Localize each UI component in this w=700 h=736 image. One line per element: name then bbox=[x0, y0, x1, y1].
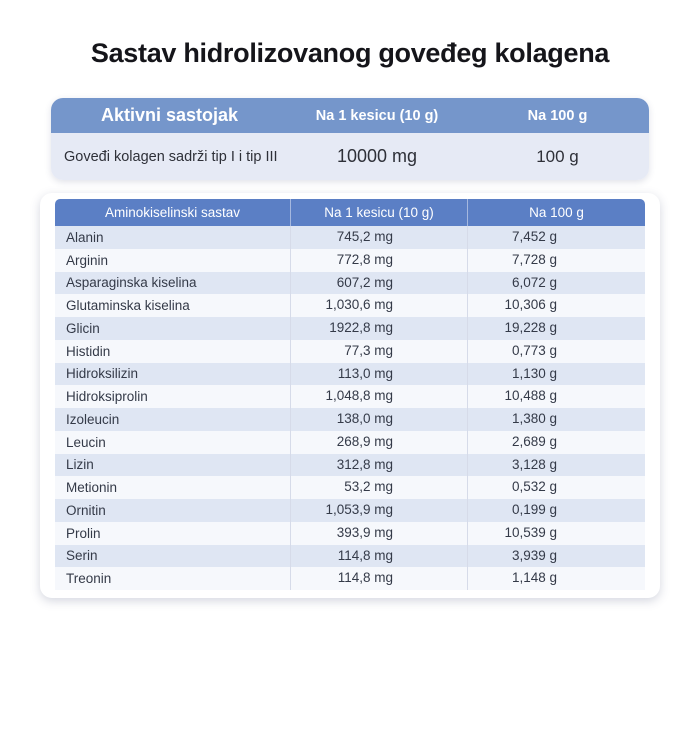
table-row bbox=[55, 272, 645, 295]
amino-per-100g-cell: 19,228 g bbox=[467, 317, 645, 340]
amino-name-cell: Arginin bbox=[66, 252, 109, 268]
amino-name-cell: Asparaginska kiselina bbox=[66, 275, 197, 291]
table-row bbox=[55, 226, 645, 249]
active-header-per-sachet: Na 1 kesicu (10 g) bbox=[315, 107, 439, 124]
amino-per-sachet-cell: 607,2 mg bbox=[290, 272, 467, 295]
amino-per-100g-cell: 7,452 g bbox=[467, 226, 645, 249]
amino-per-sachet-cell: 1,048,8 mg bbox=[290, 385, 467, 408]
amino-per-sachet-cell: 745,2 mg bbox=[290, 226, 467, 249]
amino-header-per-100g: Na 100 g bbox=[467, 199, 645, 226]
amino-per-100g-cell: 0,532 g bbox=[467, 476, 645, 499]
amino-per-sachet-cell: 138,0 mg bbox=[290, 408, 467, 431]
amino-per-100g-cell: 7,728 g bbox=[467, 249, 645, 272]
amino-name-cell: Hidroksiprolin bbox=[66, 389, 148, 405]
amino-per-sachet-cell: 53,2 mg bbox=[290, 476, 467, 499]
amino-per-100g-cell: 3,128 g bbox=[467, 454, 645, 477]
active-header-per-100g: Na 100 g bbox=[527, 107, 588, 124]
amino-per-100g-cell: 3,939 g bbox=[467, 545, 645, 568]
amino-name-cell: Glutaminska kiselina bbox=[66, 298, 190, 314]
active-ingredient-row bbox=[51, 133, 649, 180]
table-row bbox=[55, 454, 645, 477]
active-ingredient-name: Goveđi kolagen sadrži tip I i tip III bbox=[64, 148, 278, 165]
table-row bbox=[55, 476, 645, 499]
amino-name-cell: Serin bbox=[66, 548, 98, 564]
amino-per-100g-cell: 10,306 g bbox=[467, 294, 645, 317]
table-row bbox=[55, 567, 645, 590]
page-title: Sastav hidrolizovanog goveđeg kolagena bbox=[90, 38, 610, 68]
amino-per-sachet-cell: 393,9 mg bbox=[290, 522, 467, 545]
table-row bbox=[55, 431, 645, 454]
table-row bbox=[55, 385, 645, 408]
amino-per-sachet-cell: 114,8 mg bbox=[290, 545, 467, 568]
amino-name-cell: Lizin bbox=[66, 457, 94, 473]
amino-per-sachet-cell: 312,8 mg bbox=[290, 454, 467, 477]
amino-per-100g-cell: 10,539 g bbox=[467, 522, 645, 545]
amino-per-100g-cell: 6,072 g bbox=[467, 272, 645, 295]
table-row bbox=[55, 408, 645, 431]
table-row bbox=[55, 499, 645, 522]
table-row bbox=[55, 522, 645, 545]
amino-per-sachet-cell: 113,0 mg bbox=[290, 363, 467, 386]
amino-header-composition: Aminokiselinski sastav bbox=[104, 205, 241, 220]
infographic-page bbox=[0, 36, 700, 736]
amino-per-100g-cell: 10,488 g bbox=[467, 385, 645, 408]
active-table-header-row bbox=[51, 98, 649, 133]
amino-per-100g-cell: 0,773 g bbox=[467, 340, 645, 363]
table-row bbox=[55, 249, 645, 272]
amino-per-100g-cell: 1,148 g bbox=[467, 567, 645, 590]
amino-name-cell: Ornitin bbox=[66, 502, 106, 518]
amino-name-cell: Glicin bbox=[66, 320, 100, 336]
active-ingredient-per-sachet: 10000 mg bbox=[336, 146, 418, 166]
table-row bbox=[55, 294, 645, 317]
amino-name-cell: Izoleucin bbox=[66, 411, 120, 427]
amino-per-100g-cell: 1,130 g bbox=[467, 363, 645, 386]
amino-per-100g-cell: 0,199 g bbox=[467, 499, 645, 522]
amino-name-cell: Leucin bbox=[66, 434, 106, 450]
amino-name-cell: Treonin bbox=[66, 571, 112, 587]
amino-table-header-row bbox=[55, 199, 645, 226]
amino-per-sachet-cell: 772,8 mg bbox=[290, 249, 467, 272]
amino-table-body bbox=[55, 226, 645, 590]
amino-per-sachet-cell: 268,9 mg bbox=[290, 431, 467, 454]
active-ingredient-table bbox=[51, 98, 649, 180]
table-row bbox=[55, 545, 645, 568]
amino-acid-card bbox=[40, 193, 660, 598]
table-row bbox=[55, 340, 645, 363]
table-row bbox=[55, 317, 645, 340]
amino-per-sachet-cell: 1,030,6 mg bbox=[290, 294, 467, 317]
amino-header-per-sachet: Na 1 kesicu (10 g) bbox=[290, 199, 467, 226]
amino-per-sachet-cell: 1922,8 mg bbox=[290, 317, 467, 340]
amino-per-100g-cell: 2,689 g bbox=[467, 431, 645, 454]
amino-name-cell: Histidin bbox=[66, 343, 111, 359]
amino-per-sachet-cell: 114,8 mg bbox=[290, 567, 467, 590]
amino-per-100g-cell: 1,380 g bbox=[467, 408, 645, 431]
amino-per-sachet-cell: 77,3 mg bbox=[290, 340, 467, 363]
amino-name-cell: Prolin bbox=[66, 525, 101, 541]
active-header-ingredient: Aktivni sastojak bbox=[100, 105, 239, 125]
amino-name-cell: Alanin bbox=[66, 229, 104, 245]
amino-name-cell: Metionin bbox=[66, 480, 118, 496]
active-ingredient-per-100g: 100 g bbox=[536, 146, 579, 166]
amino-name-cell: Hidroksilizin bbox=[66, 366, 139, 382]
amino-per-sachet-cell: 1,053,9 mg bbox=[290, 499, 467, 522]
table-row bbox=[55, 363, 645, 386]
